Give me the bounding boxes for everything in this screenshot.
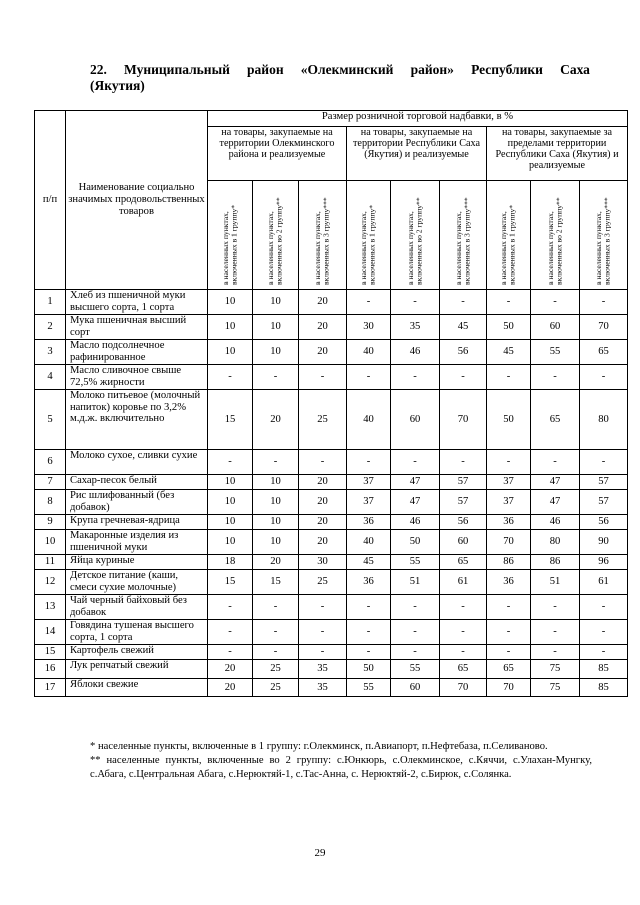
- table-row: [35, 645, 628, 660]
- markup-value: 10: [208, 340, 253, 365]
- product-name: Сахар-песок белый: [66, 475, 208, 490]
- table-row: [35, 515, 628, 530]
- markup-value: 30: [299, 555, 347, 570]
- subcol-header-text: в населенных пунктах, включенных в 3 группу***: [453, 197, 471, 286]
- col-number-header: п/п: [35, 111, 66, 290]
- product-name: Яйца куриные: [66, 555, 208, 570]
- subcol-header-text: в населенных пунктах, включенных в 1 группу*: [359, 205, 377, 286]
- markup-value: 35: [391, 315, 440, 340]
- markup-value: 10: [253, 340, 299, 365]
- heading-word: район: [247, 62, 284, 77]
- row-number: 9: [35, 515, 66, 530]
- markup-value: -: [531, 595, 580, 620]
- subcol-header: [347, 181, 391, 290]
- markup-value: 25: [253, 679, 299, 697]
- subcol-header: [253, 181, 299, 290]
- markup-value: 10: [208, 315, 253, 340]
- markup-value: -: [253, 450, 299, 475]
- table-row: [35, 660, 628, 679]
- subcol-header: [208, 181, 253, 290]
- row-number: 10: [35, 530, 66, 555]
- markup-value: 10: [208, 515, 253, 530]
- markup-value: -: [208, 595, 253, 620]
- markup-value: -: [440, 645, 487, 660]
- markup-value: 51: [391, 570, 440, 595]
- table-row: [35, 340, 628, 365]
- product-name: Крупа гречневая-ядрица: [66, 515, 208, 530]
- markup-value: 57: [580, 490, 628, 515]
- markup-value: 65: [440, 660, 487, 679]
- markup-value: -: [531, 290, 580, 315]
- markup-value: 85: [580, 679, 628, 697]
- markup-value: 10: [253, 490, 299, 515]
- subcol-header: [580, 181, 628, 290]
- row-number: 12: [35, 570, 66, 595]
- markup-value: 56: [580, 515, 628, 530]
- markup-value: -: [391, 620, 440, 645]
- markup-value: 90: [580, 530, 628, 555]
- markup-value: 37: [347, 490, 391, 515]
- markup-table: [34, 110, 628, 697]
- markup-value: 15: [208, 390, 253, 450]
- markup-value: 46: [531, 515, 580, 530]
- product-name: Рис шлифованный (без добавок): [66, 490, 208, 515]
- markup-value: 20: [299, 290, 347, 315]
- product-name: Говядина тушеная высшего сорта, 1 сорта: [66, 620, 208, 645]
- row-number: 16: [35, 660, 66, 679]
- markup-value: 10: [208, 475, 253, 490]
- markup-value: 47: [391, 475, 440, 490]
- col-name-header: Наименование социально значимых продовольственных товаров: [66, 111, 208, 290]
- markup-value: -: [440, 450, 487, 475]
- markup-value: -: [580, 645, 628, 660]
- markup-value: 36: [487, 570, 531, 595]
- row-number: 1: [35, 290, 66, 315]
- subcol-header-text: в населенных пунктах, включенных в 3 группу***: [313, 197, 331, 286]
- product-name: Мука пшеничная высший сорт: [66, 315, 208, 340]
- markup-value: 36: [347, 515, 391, 530]
- table-row: [35, 530, 628, 555]
- markup-value: 20: [208, 660, 253, 679]
- row-number: 2: [35, 315, 66, 340]
- heading-word: Муниципальный: [124, 62, 230, 77]
- markup-value: -: [253, 645, 299, 660]
- product-name: Детское питание (каши, смеси сухие молочные): [66, 570, 208, 595]
- markup-value: 10: [208, 290, 253, 315]
- markup-value: 20: [253, 390, 299, 450]
- markup-value: 35: [299, 660, 347, 679]
- markup-value: -: [347, 450, 391, 475]
- markup-value: -: [347, 365, 391, 390]
- markup-value: -: [391, 645, 440, 660]
- row-number: 13: [35, 595, 66, 620]
- markup-value: 80: [531, 530, 580, 555]
- markup-value: 56: [440, 340, 487, 365]
- table-row: [35, 490, 628, 515]
- markup-value: 96: [580, 555, 628, 570]
- markup-value: 50: [487, 390, 531, 450]
- markup-value: 20: [299, 340, 347, 365]
- heading-word: район»: [410, 62, 454, 77]
- markup-value: 20: [299, 515, 347, 530]
- markup-value: 10: [253, 515, 299, 530]
- markup-value: -: [347, 290, 391, 315]
- subcol-header-text: в населенных пунктах, включенных в 1 группу*: [499, 205, 517, 286]
- markup-value: 20: [208, 679, 253, 697]
- markup-value: 36: [487, 515, 531, 530]
- markup-value: 60: [531, 315, 580, 340]
- markup-value: 45: [440, 315, 487, 340]
- markup-value: 36: [347, 570, 391, 595]
- markup-value: 65: [487, 660, 531, 679]
- markup-value: 55: [391, 660, 440, 679]
- markup-value: 65: [440, 555, 487, 570]
- markup-value: -: [487, 595, 531, 620]
- product-name: Яблоки свежие: [66, 679, 208, 697]
- table-row: [35, 620, 628, 645]
- markup-value: 60: [440, 530, 487, 555]
- subcol-header: [391, 181, 440, 290]
- markup-value: 45: [347, 555, 391, 570]
- markup-value: 46: [391, 515, 440, 530]
- markup-value: 37: [347, 475, 391, 490]
- markup-value: -: [299, 595, 347, 620]
- markup-value: 15: [208, 570, 253, 595]
- markup-value: -: [391, 595, 440, 620]
- subcol-header-text: в населенных пунктах, включенных во 2 группу**: [405, 197, 423, 286]
- markup-value: -: [299, 365, 347, 390]
- row-number: 5: [35, 390, 66, 450]
- table-row: [35, 595, 628, 620]
- row-number: 15: [35, 645, 66, 660]
- markup-value: -: [391, 450, 440, 475]
- markup-value: 25: [253, 660, 299, 679]
- markup-value: 60: [391, 679, 440, 697]
- heading-word: «Олекминский: [300, 62, 394, 77]
- section-heading: [90, 62, 590, 94]
- markup-value: -: [253, 620, 299, 645]
- markup-value: 47: [391, 490, 440, 515]
- markup-header: Размер розничной торговой надбавки, в %: [208, 111, 628, 127]
- heading-word: Саха: [560, 62, 590, 77]
- product-name: Масло подсолнечное рафинированное: [66, 340, 208, 365]
- markup-value: 47: [531, 475, 580, 490]
- markup-value: 70: [487, 679, 531, 697]
- row-number: 3: [35, 340, 66, 365]
- markup-value: 57: [440, 490, 487, 515]
- markup-value: 10: [253, 315, 299, 340]
- markup-value: -: [580, 595, 628, 620]
- table-row: [35, 570, 628, 595]
- markup-value: 70: [580, 315, 628, 340]
- markup-value: -: [440, 595, 487, 620]
- markup-value: -: [487, 450, 531, 475]
- markup-value: -: [253, 595, 299, 620]
- markup-value: 20: [299, 475, 347, 490]
- markup-value: 57: [440, 475, 487, 490]
- group-header-outside: на товары, закупаемые за пределами территории Республики Саха (Якутия) и реализуемые: [487, 127, 628, 181]
- heading-number: 22.: [90, 62, 107, 77]
- markup-value: 86: [531, 555, 580, 570]
- table-row: [35, 315, 628, 340]
- markup-value: 20: [253, 555, 299, 570]
- markup-value: 55: [347, 679, 391, 697]
- markup-value: 46: [391, 340, 440, 365]
- markup-value: -: [299, 450, 347, 475]
- product-name: Хлеб из пшеничной муки высшего сорта, 1 сорта: [66, 290, 208, 315]
- footnote-group-1: * населенные пункты, включенные в 1 группу: г.Олекминск, п.Авиапорт, п.Нефтебаза, п.Селиваново.: [90, 741, 548, 752]
- product-name: Молоко сухое, сливки сухие: [66, 450, 208, 475]
- markup-value: 40: [347, 340, 391, 365]
- markup-value: -: [440, 365, 487, 390]
- subcol-header-text: в населенных пунктах, включенных в 3 группу***: [594, 197, 612, 286]
- markup-value: 75: [531, 679, 580, 697]
- markup-value: -: [391, 290, 440, 315]
- markup-value: 35: [299, 679, 347, 697]
- markup-value: -: [208, 645, 253, 660]
- markup-value: -: [531, 645, 580, 660]
- markup-value: 86: [487, 555, 531, 570]
- markup-value: 50: [347, 660, 391, 679]
- markup-value: -: [580, 620, 628, 645]
- markup-value: 61: [580, 570, 628, 595]
- page-number: 29: [314, 847, 326, 859]
- table-row: [35, 555, 628, 570]
- markup-value: 70: [440, 679, 487, 697]
- row-number: 4: [35, 365, 66, 390]
- row-number: 7: [35, 475, 66, 490]
- row-number: 11: [35, 555, 66, 570]
- markup-value: 85: [580, 660, 628, 679]
- markup-value: 25: [299, 570, 347, 595]
- product-name: Молоко питьевое (молочный напиток) коровье по 3,2% м.д.ж. включительно: [66, 390, 208, 450]
- row-number: 8: [35, 490, 66, 515]
- markup-value: -: [487, 290, 531, 315]
- markup-value: -: [580, 365, 628, 390]
- markup-value: 10: [253, 530, 299, 555]
- row-number: 14: [35, 620, 66, 645]
- markup-value: 56: [440, 515, 487, 530]
- markup-value: 61: [440, 570, 487, 595]
- markup-value: -: [487, 365, 531, 390]
- table-row: [35, 390, 628, 450]
- subcol-header: [531, 181, 580, 290]
- subcol-header-text: в населенных пунктах, включенных во 2 группу**: [266, 197, 284, 286]
- markup-value: 20: [299, 315, 347, 340]
- markup-value: -: [299, 620, 347, 645]
- table-row: [35, 679, 628, 697]
- footnotes: [90, 740, 592, 782]
- markup-value: 18: [208, 555, 253, 570]
- subcol-header: [299, 181, 347, 290]
- markup-value: 55: [531, 340, 580, 365]
- markup-value: 57: [580, 475, 628, 490]
- markup-value: 75: [531, 660, 580, 679]
- markup-value: -: [347, 620, 391, 645]
- subcol-header-text: в населенных пунктах, включенных во 2 группу**: [545, 197, 563, 286]
- markup-value: 30: [347, 315, 391, 340]
- markup-value: 20: [299, 530, 347, 555]
- markup-value: -: [440, 290, 487, 315]
- markup-value: 37: [487, 490, 531, 515]
- product-name: Масло сливочное свыше 72,5% жирности: [66, 365, 208, 390]
- group-header-sakha: на товары, закупаемые на территории Республики Саха (Якутия) и реализуемые: [347, 127, 487, 181]
- markup-value: -: [208, 450, 253, 475]
- table-row: [35, 450, 628, 475]
- markup-value: 10: [253, 290, 299, 315]
- markup-value: 65: [531, 390, 580, 450]
- markup-value: 10: [253, 475, 299, 490]
- markup-value: -: [208, 365, 253, 390]
- markup-value: -: [253, 365, 299, 390]
- markup-value: 47: [531, 490, 580, 515]
- markup-value: 25: [299, 390, 347, 450]
- markup-value: 51: [531, 570, 580, 595]
- subcol-header-text: в населенных пунктах, включенных в 1 группу*: [220, 205, 238, 286]
- row-number: 6: [35, 450, 66, 475]
- group-header-olekminsk: на товары, закупаемые на территории Олекминского района и реализуемые: [208, 127, 347, 181]
- markup-value: -: [347, 645, 391, 660]
- markup-value: -: [299, 645, 347, 660]
- table-row: [35, 475, 628, 490]
- markup-value: 70: [440, 390, 487, 450]
- markup-value: 80: [580, 390, 628, 450]
- heading-word: Республики: [471, 62, 543, 77]
- markup-value: 45: [487, 340, 531, 365]
- markup-value: 60: [391, 390, 440, 450]
- table-row: [35, 290, 628, 315]
- markup-value: -: [487, 645, 531, 660]
- markup-value: -: [531, 450, 580, 475]
- markup-value: 10: [208, 490, 253, 515]
- subcol-header: [440, 181, 487, 290]
- markup-value: -: [391, 365, 440, 390]
- table-row: [35, 365, 628, 390]
- markup-value: -: [347, 595, 391, 620]
- markup-value: 70: [487, 530, 531, 555]
- product-name: Картофель свежий: [66, 645, 208, 660]
- markup-value: 10: [208, 530, 253, 555]
- markup-value: 20: [299, 490, 347, 515]
- row-number: 17: [35, 679, 66, 697]
- markup-value: -: [531, 365, 580, 390]
- markup-value: 50: [391, 530, 440, 555]
- markup-value: 40: [347, 390, 391, 450]
- markup-value: 65: [580, 340, 628, 365]
- product-name: Лук репчатый свежий: [66, 660, 208, 679]
- heading-line-1: [90, 62, 590, 78]
- subcol-header: [487, 181, 531, 290]
- markup-value: 15: [253, 570, 299, 595]
- markup-value: 37: [487, 475, 531, 490]
- markup-value: 50: [487, 315, 531, 340]
- markup-value: 55: [391, 555, 440, 570]
- markup-value: -: [580, 290, 628, 315]
- markup-value: -: [208, 620, 253, 645]
- markup-value: 40: [347, 530, 391, 555]
- product-name: Макаронные изделия из пшеничной муки: [66, 530, 208, 555]
- product-name: Чай черный байховый без добавок: [66, 595, 208, 620]
- markup-value: -: [487, 620, 531, 645]
- markup-value: -: [580, 450, 628, 475]
- markup-value: -: [440, 620, 487, 645]
- markup-value: -: [531, 620, 580, 645]
- heading-line-2: (Якутия): [90, 78, 145, 93]
- footnote-group-2: ** населенные пункты, включенные во 2 группу: с.Юнкюрь, с.Олекминское, с.Кяччи, с.Улахан-Мунгку, с.Абага, с.Центральная Абага, с.Нерюктяй-1, с.Тас-Анна, с. Нерюктяй-2, с.Бирюк, с.Солянка.: [90, 755, 592, 780]
